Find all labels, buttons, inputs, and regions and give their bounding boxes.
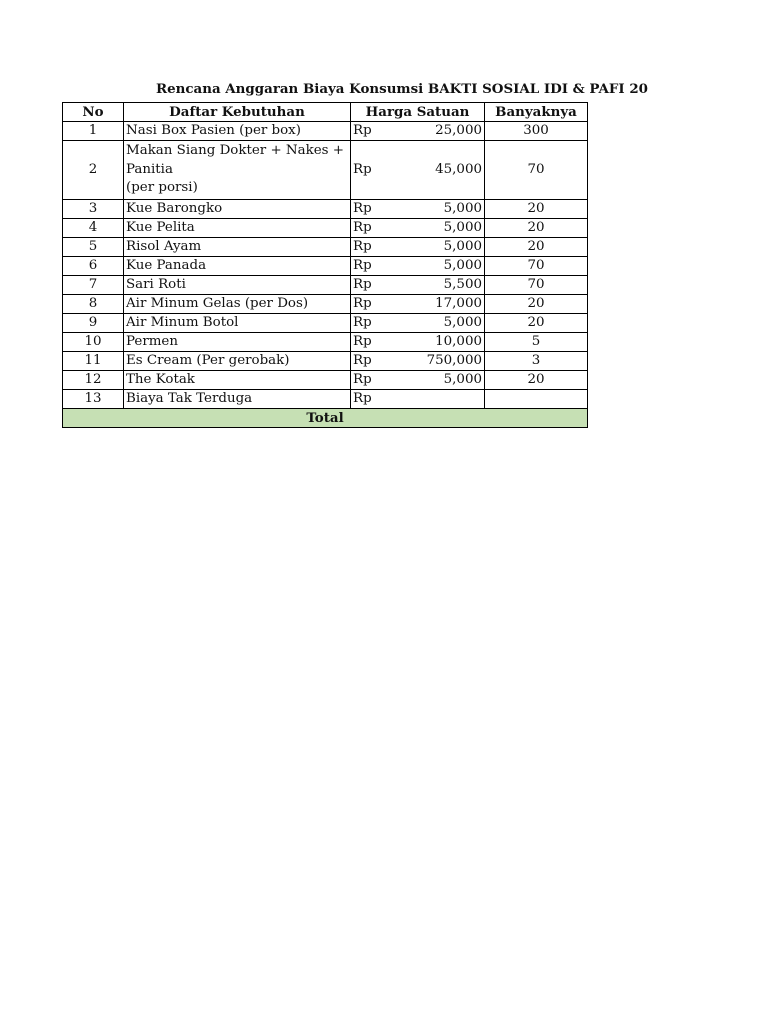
table-row — [63, 199, 588, 218]
row-no: 13 — [63, 389, 124, 408]
row-no: 5 — [63, 237, 124, 256]
currency-label: Rp — [353, 161, 372, 177]
total-label: Total — [63, 408, 588, 427]
row-no: 8 — [63, 294, 124, 313]
row-qty: 70 — [485, 256, 588, 275]
table-row — [63, 275, 588, 294]
row-item: Risol Ayam — [124, 237, 351, 256]
row-no: 7 — [63, 275, 124, 294]
row-price — [351, 370, 485, 389]
price-amount: 25,000 — [435, 123, 482, 138]
row-no: 10 — [63, 332, 124, 351]
currency-label: Rp — [353, 333, 372, 349]
table-row — [63, 256, 588, 275]
row-item: Kue Panada — [124, 256, 351, 275]
price-amount: 45,000 — [435, 161, 482, 177]
item-line: Panitia — [126, 161, 173, 177]
row-item: Permen — [124, 332, 351, 351]
header-price: Harga Satuan — [351, 103, 485, 122]
row-qty: 70 — [485, 275, 588, 294]
row-item: Air Minum Gelas (per Dos) — [124, 294, 351, 313]
row-price — [351, 332, 485, 351]
price-amount: 10,000 — [435, 333, 482, 349]
row-item: The Kotak — [124, 370, 351, 389]
price-amount: 5,000 — [443, 257, 482, 273]
row-qty — [485, 389, 588, 408]
table-row — [63, 294, 588, 313]
row-price — [351, 199, 485, 218]
row-qty: 20 — [485, 237, 588, 256]
currency-label: Rp — [353, 295, 372, 311]
row-price — [351, 313, 485, 332]
price-amount: 5,000 — [443, 238, 482, 254]
table-row — [63, 313, 588, 332]
total-row — [63, 408, 588, 427]
table-row — [63, 332, 588, 351]
header-row — [63, 103, 588, 122]
table-row — [63, 389, 588, 408]
table-row — [63, 237, 588, 256]
row-price — [351, 351, 485, 370]
row-no: 12 — [63, 370, 124, 389]
row-item: Kue Barongko — [124, 199, 351, 218]
row-qty: 20 — [485, 218, 588, 237]
row-item: Air Minum Botol — [124, 313, 351, 332]
currency-label: Rp — [353, 219, 372, 235]
row-qty: 5 — [485, 332, 588, 351]
row-price — [351, 122, 485, 141]
price-amount: 5,500 — [443, 276, 482, 292]
row-no: 6 — [63, 256, 124, 275]
row-price — [351, 256, 485, 275]
row-price — [351, 141, 485, 200]
row-price — [351, 275, 485, 294]
row-qty: 20 — [485, 313, 588, 332]
budget-table — [62, 102, 588, 428]
currency-label: Rp — [353, 238, 372, 254]
row-price — [351, 294, 485, 313]
row-price — [351, 389, 485, 408]
document-title: Rencana Anggaran Biaya Konsumsi BAKTI SOSIAL IDI & PAFI 20 — [156, 81, 648, 97]
row-qty: 70 — [485, 141, 588, 200]
currency-label: Rp — [353, 314, 372, 330]
currency-label: Rp — [353, 276, 372, 292]
currency-label: Rp — [353, 390, 372, 406]
row-no: 1 — [63, 122, 124, 141]
row-no: 9 — [63, 313, 124, 332]
currency-label: Rp — [353, 371, 372, 387]
price-amount: 17,000 — [435, 295, 482, 311]
price-amount: 5,000 — [443, 200, 482, 216]
row-no: 3 — [63, 199, 124, 218]
row-qty: 20 — [485, 199, 588, 218]
header-item: Daftar Kebutuhan — [124, 103, 351, 122]
item-line: (per porsi) — [126, 180, 198, 196]
row-item — [124, 141, 351, 200]
table-row — [63, 351, 588, 370]
spreadsheet-area — [62, 78, 648, 428]
row-item: Biaya Tak Terduga — [124, 389, 351, 408]
row-qty: 3 — [485, 351, 588, 370]
currency-label: Rp — [353, 200, 372, 216]
table-row — [63, 370, 588, 389]
row-no: 4 — [63, 218, 124, 237]
row-item: Nasi Box Pasien (per box) — [124, 122, 351, 141]
table-row — [63, 141, 588, 200]
row-item: Kue Pelita — [124, 218, 351, 237]
currency-label: Rp — [353, 352, 372, 368]
currency-label: Rp — [353, 257, 372, 273]
row-item: Sari Roti — [124, 275, 351, 294]
row-item: Es Cream (Per gerobak) — [124, 351, 351, 370]
price-amount: 5,000 — [443, 219, 482, 235]
table-row — [63, 218, 588, 237]
row-qty: 20 — [485, 294, 588, 313]
row-no: 2 — [63, 141, 124, 200]
price-amount: 750,000 — [426, 352, 482, 368]
price-amount: 5,000 — [443, 371, 482, 387]
price-amount: 5,000 — [443, 314, 482, 330]
row-no: 11 — [63, 351, 124, 370]
item-line: Makan Siang Dokter + Nakes + — [126, 143, 345, 158]
header-qty: Banyaknya — [485, 103, 588, 122]
table-row — [63, 122, 588, 141]
header-no: No — [63, 103, 124, 122]
row-price — [351, 237, 485, 256]
currency-label: Rp — [353, 123, 372, 138]
row-qty: 20 — [485, 370, 588, 389]
row-price — [351, 218, 485, 237]
row-qty: 300 — [485, 122, 588, 141]
